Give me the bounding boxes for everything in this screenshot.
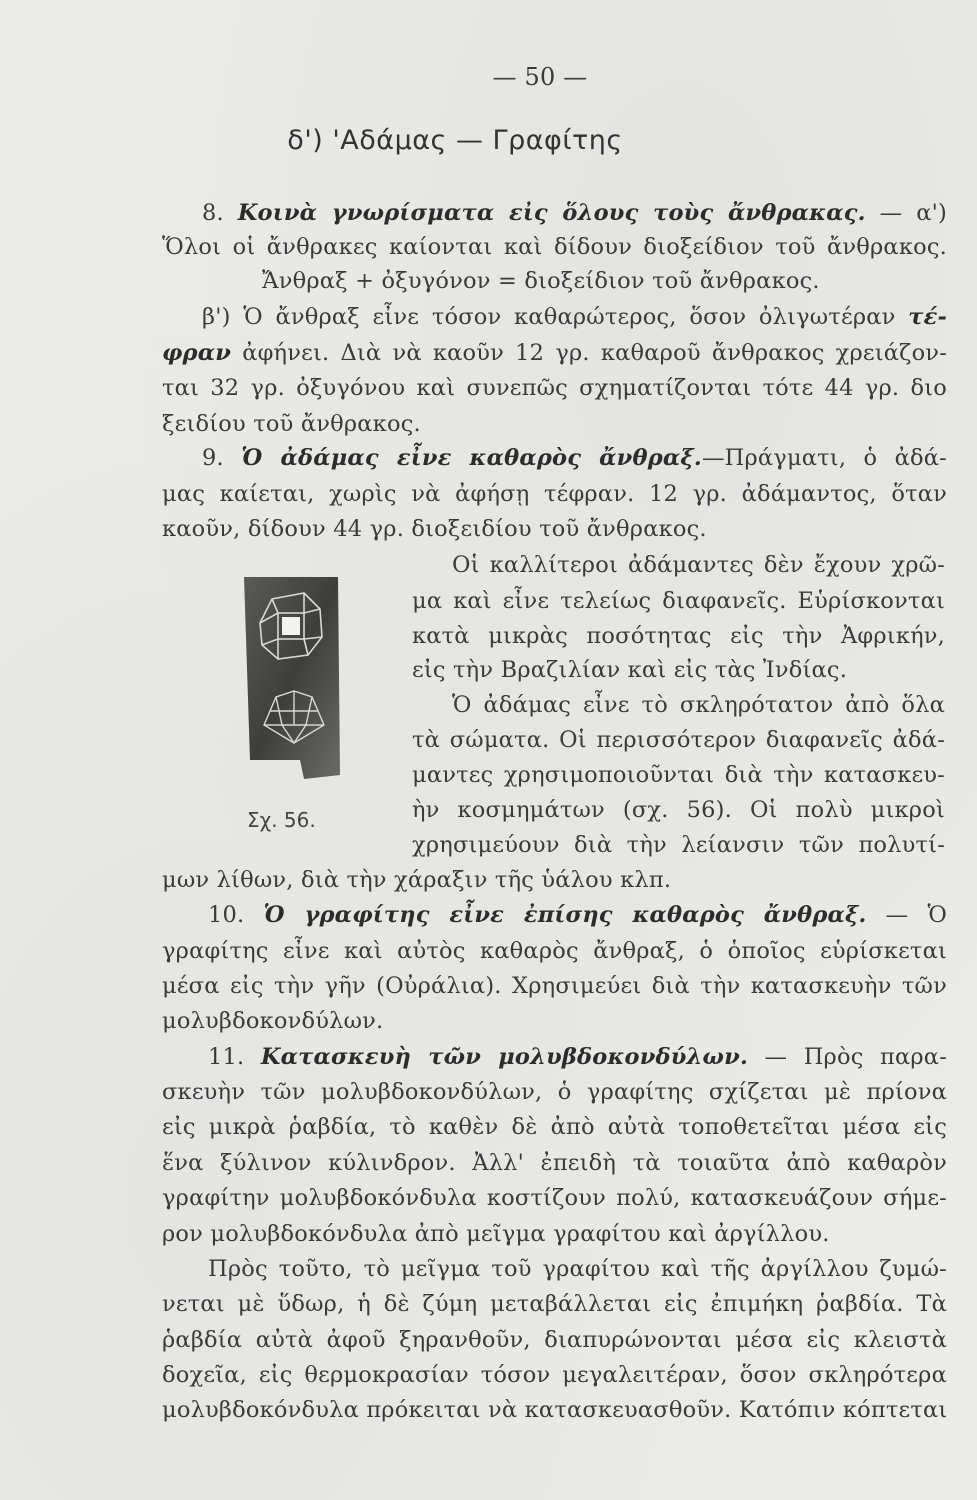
- text-line: μέσα εἰς τὴν γῆν (Οὐράλια). Χρησιμεύει διὰ τὴν κατασκευὴν τῶν: [162, 973, 947, 999]
- text-line: κατὰ μικρὰς ποσότητας εἰς τὴν Ἀφρικήν,: [412, 623, 945, 649]
- paragraph-9-heading-line: [202, 443, 947, 473]
- text-line: τὰ σώματα. Οἱ περισσότερον διαφανεῖς ἀδά-: [412, 727, 945, 753]
- text-line: δοχεῖα, εἰς θερμοκρασίαν τόσον μεγαλειτέραν, ὅσον σκληρότερα: [162, 1362, 947, 1388]
- paragraph-heading: Ὁ γραφίτης εἶνε ἐπίσης καθαρὸς ἄνθραξ.: [263, 902, 867, 928]
- diamond-figure: [242, 575, 342, 780]
- emphasis-term: τέ-: [908, 304, 947, 330]
- text-fragment: — Ὁ: [866, 902, 947, 928]
- text-line: ἕνα ξύλινον κύλινδρον. Ἀλλ' ἐπειδὴ τὰ τοιαῦτα ἀπὸ καθαρὸν: [162, 1150, 947, 1176]
- text-line: ται 32 γρ. ὀξυγόνου καὶ συνεπῶς σχηματίζονται τότε 44 γρ. διο: [162, 375, 947, 401]
- text-line: [202, 302, 947, 332]
- paragraph-heading: Κοινὰ γνωρίσματα εἰς ὅλους τοὺς ἄνθρακας.: [237, 200, 866, 226]
- text-line: Ὁ ἀδάμας εἶνε τὸ σκληρότατον ἀπὸ ὅλα: [452, 692, 945, 718]
- text-line: ρον μολυβδοκόνδυλα ἀπὸ μεῖγμα γραφίτου καὶ ἀργίλλου.: [162, 1221, 830, 1247]
- text-fragment: — α'): [865, 200, 947, 226]
- paragraph-8-heading-line: [202, 198, 947, 228]
- paragraph-heading: Ὁ ἀδάμας εἶνε καθαρὸς ἄνθραξ.: [241, 445, 702, 471]
- text-line: εἰς τὴν Βραζιλίαν καὶ εἰς τὰς Ἰνδίας.: [412, 657, 848, 683]
- paragraph-10-heading-line: [208, 900, 947, 930]
- section-title: δ') 'Αδάμας — Γραφίτης: [287, 125, 623, 156]
- text-line: ὴν κοσμημάτων (σχ. 56). Οἱ πολὺ μικροὶ: [412, 797, 945, 823]
- paragraph-number: 11.: [208, 1044, 261, 1070]
- emphasis-term: φραν: [162, 340, 232, 366]
- equation-line: Ἄνθραξ + ὀξυγόνον = διοξείδιον τοῦ ἄνθρακος.: [262, 268, 820, 294]
- text-line: νεται μὲ ὕδωρ, ἡ δὲ ζύμη μεταβάλλεται εἰς ἐπιμήκη ῥαβδία. Τὰ: [162, 1291, 947, 1317]
- text-line: ξειδίου τοῦ ἄνθρακος.: [162, 411, 421, 437]
- text-fragment: β') Ὁ ἄνθραξ εἶνε τόσον καθαρώτερος, ὅσον ὀλιγωτέραν: [202, 304, 909, 330]
- text-fragment: — Πρὸς παρα-: [748, 1044, 947, 1070]
- figure-caption: Σχ. 56.: [247, 808, 316, 832]
- text-fragment: ἀφήνει. Διὰ νὰ καοῦν 12 γρ. καθαροῦ ἄνθρακος χρειάζον-: [231, 340, 947, 366]
- text-line: μα καὶ εἶνε τελείως διαφανεῖς. Εὑρίσκονται: [412, 588, 945, 614]
- text-line: μας καίεται, χωρὶς νὰ ἀφήσῃ τέφραν. 12 γρ. ἀδάμαντος, ὅταν: [162, 481, 947, 507]
- text-line: μων λίθων, διὰ τὴν χάραξιν τῆς ὑάλου κλπ.: [162, 867, 672, 893]
- text-line: ῥαβδία αὐτὰ ἀφοῦ ξηρανθοῦν, διαπυρώνονται μέσα εἰς κλειστὰ: [162, 1327, 947, 1353]
- paragraph-number: 8.: [202, 200, 238, 226]
- text-line: Οἱ καλλίτεροι ἀδάμαντες δὲν ἔχουν χρῶ-: [452, 552, 945, 578]
- paragraph-number: 10.: [208, 902, 264, 928]
- text-line: μαντες χρησιμοποιοῦνται διὰ τὴν κατασκευ-: [412, 762, 945, 788]
- diamond-illustration: [242, 575, 342, 780]
- text-line: μολυβδοκονδύλων.: [162, 1008, 384, 1034]
- text-line: χρησιμεύουν διὰ τὴν λείανσιν τῶν πολυτί-: [412, 832, 945, 858]
- text-line: γραφίτην μολυβδοκόνδυλα κοστίζουν πολύ, κατασκευάζουν σήμε-: [162, 1185, 947, 1211]
- text-line: Ὅλοι οἱ ἄνθρακες καίονται καὶ δίδουν διοξείδιον τοῦ ἄνθρακος.: [162, 234, 947, 260]
- page-number: — 50 —: [492, 63, 588, 91]
- text-line: μολυβδοκόνδυλα πρόκειται νὰ κατασκευασθοῦν. Κατόπιν κόπτεται: [162, 1397, 948, 1423]
- text-line: καοῦν, δίδουν 44 γρ. διοξειδίου τοῦ ἄνθρακος.: [162, 516, 707, 542]
- text-line: [162, 338, 947, 368]
- text-line: σκευὴν τῶν μολυβδοκονδύλων, ὁ γραφίτης σχίζεται μὲ πρίονα: [162, 1079, 947, 1105]
- text-line: εἰς μικρὰ ῥαβδία, τὸ καθὲν δὲ ἀπὸ αὐτὰ τοποθετεῖται μέσα εἰς: [162, 1114, 947, 1140]
- paragraph-heading: Κατασκευὴ τῶν μολυβδοκονδύλων.: [260, 1044, 749, 1070]
- paragraph-11-heading-line: [208, 1042, 947, 1072]
- paragraph-number: 9.: [202, 445, 242, 471]
- text-line: Πρὸς τοῦτο, τὸ μεῖγμα τοῦ γραφίτου καὶ τῆς ἀργίλλου ζυμώ-: [208, 1256, 947, 1282]
- text-line: γραφίτης εἶνε καὶ αὐτὸς καθαρὸς ἄνθραξ, ὁ ὁποῖος εὑρίσκεται: [162, 938, 947, 964]
- text-fragment: —Πράγματι, ὁ ἀδά-: [701, 445, 947, 471]
